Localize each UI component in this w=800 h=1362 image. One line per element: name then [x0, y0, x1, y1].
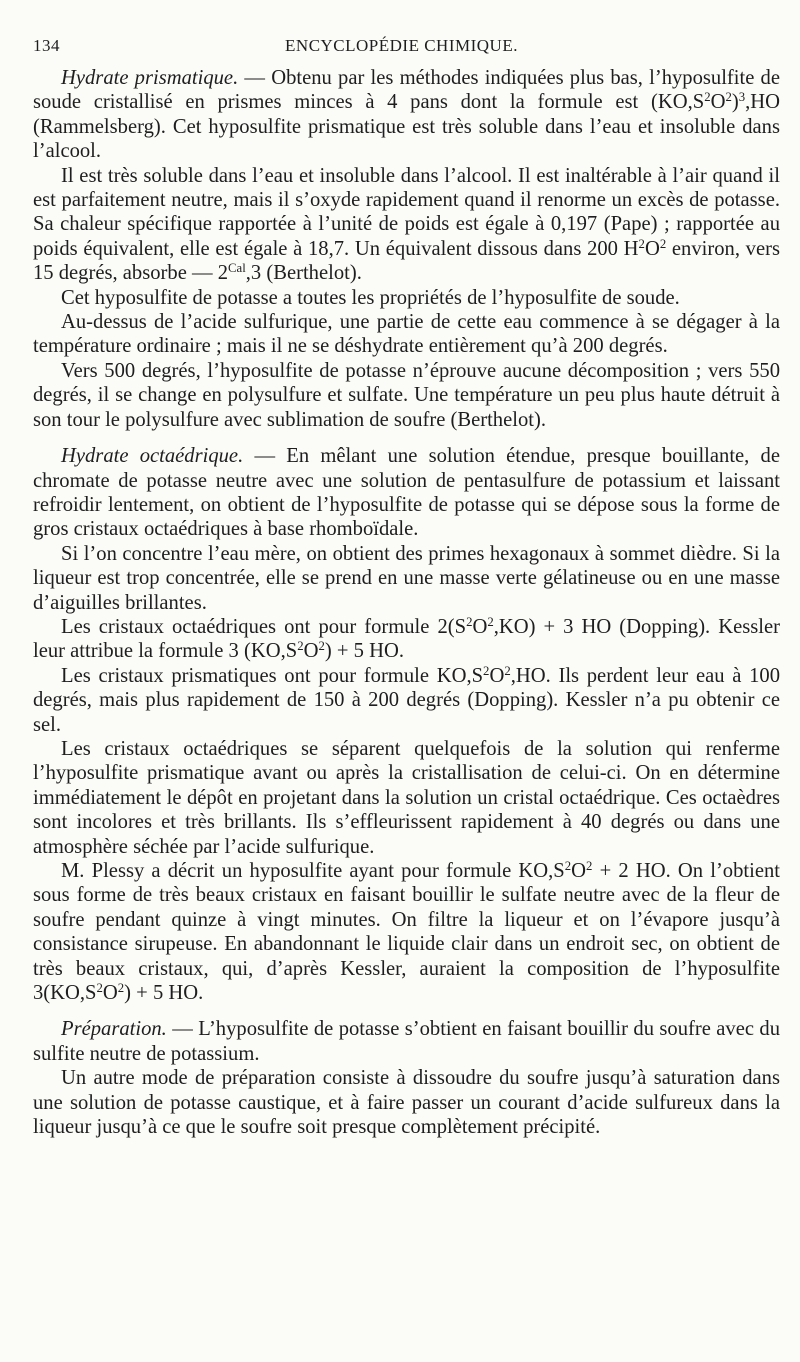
- body-paragraph: [33, 737, 780, 859]
- body-paragraph: [33, 542, 780, 615]
- paragraph-text: Cet hyposulfite de potasse a toutes les propriétés de l’hyposulfite de soude.: [61, 286, 680, 309]
- body-paragraph: [33, 859, 780, 1005]
- paragraph-text: Les cristaux octaédriques se séparent quelquefois de la solution qui renferme l’hyposulfite prismatique avant ou après la cristallisation de celui-ci. On en détermine immédiatement le dépôt en projetant dans la solution un cristal octaédrique. Ces octaèdres sont incolores et très brillants. Ils s’effleurissent rapidement à 40 degrés ou dans une atmosphère séchée par l’acide sulfurique.: [33, 737, 780, 858]
- paragraph-text: Au-dessus de l’acide sulfurique, une partie de cette eau commence à se dégager à la température ordinaire ; mais il ne se déshydrate entièrement qu’à 200 degrés.: [33, 311, 780, 358]
- page-body: [33, 66, 780, 1139]
- section-heading: Hydrate octaédrique.: [61, 445, 244, 468]
- body-paragraph: [33, 359, 780, 432]
- body-paragraph: [33, 1017, 780, 1066]
- running-title: ENCYCLOPÉDIE CHIMIQUE.: [285, 36, 518, 55]
- body-paragraph: [33, 310, 780, 359]
- paragraph-text: — En mêlant une solution étendue, presque bouillante, de chromate de potasse neutre avec une solution de pentasulfure de potassium et laissant refroidir lentement, on obtient de l’hyposulfite de potasse qui se dépose sous la forme de gros cristaux octaédriques à base rhomboïdale.: [33, 445, 780, 541]
- paragraph-text: — Obtenu par les méthodes indiquées plus bas, l’hyposulfite de soude cristallisé en prismes minces à 4 pans dont la formule est $(KO,S^2O^2)^3,HO$ (Rammelsberg). Cet hyposulfite prismatique est très soluble dans l’eau et insoluble dans l’alcool.: [33, 67, 780, 163]
- paragraph-text: Les cristaux octaédriques ont pour formule $2(S^2O^2,KO) + 3$ HO (Dopping). Kessler leur attribue la formule 3 $(KO,S^2O^2) + 5$ HO.: [33, 614, 780, 663]
- paragraph-text: M. Plessy a décrit un hyposulfite ayant pour formule $KO,S^2O^2 + 2$ HO. On l’obtient sous forme de très beaux cristaux en faisant bouillir le sulfate neutre avec de la fleur de soufre pendant quinze à vingt minutes. On filtre la liqueur et on l’évapore jusqu’à consistance sirupeuse. En abandonnant le liquide clair dans un endroit sec, on obtient de très beaux cristaux, qui, d’après Kessler, auraient la composition de l’hyposulfite $3(KO,S^2O^2) + 5$ HO.: [33, 858, 781, 1005]
- paragraph-text: Les cristaux prismatiques ont pour formule $KO,S^2O^2,HO$. Ils perdent leur eau à 100 degrés, mais plus rapidement de 150 à 200 degrés (Dopping). Kessler n’a pu obtenir ce sel.: [33, 663, 780, 736]
- page-number: 134: [33, 36, 60, 55]
- page-header: [33, 36, 770, 64]
- body-paragraph: [33, 664, 780, 737]
- section-heading: Préparation.: [61, 1018, 167, 1041]
- body-paragraph: [33, 66, 780, 164]
- section-heading: Hydrate prismatique.: [61, 67, 239, 89]
- paragraph-text: Vers 500 degrés, l’hyposulfite de potasse n’éprouve aucune décomposition ; vers 550 degrés, il se change en polysulfure et sulfate. Une température un peu plus haute détruit à son tour le polysulfure avec sublimation de soufre (Berthelot).: [33, 359, 780, 431]
- paragraph-text: Si l’on concentre l’eau mère, on obtient des primes hexagonaux à sommet dièdre. Si la liqueur est trop concentrée, elle se prend en une masse verte gélatineuse ou en une masse d’aiguilles brillantes.: [33, 542, 780, 614]
- body-paragraph: [33, 286, 780, 310]
- body-paragraph: [33, 615, 780, 664]
- paragraph-text: Il est très soluble dans l’eau et insoluble dans l’alcool. Il est inaltérable à l’air quand il est parfaitement neutre, mais il s’oxyde rapidement quand il renorme un excès de potasse. Sa chaleur spécifique rapportée à l’unité de poids est égale à 0,197 (Pape) ; rapportée au poids équivalent, elle est égale à 18,7. Un équivalent dissous dans 200 $H^2O^2$ environ, vers 15 degrés, absorbe — $2^{Cal},3$ (Berthelot).: [33, 164, 780, 285]
- body-paragraph: [33, 1066, 780, 1139]
- paragraph-text: — L’hyposulfite de potasse s’obtient en faisant bouillir du soufre avec du sulfite neutre de potassium.: [33, 1018, 781, 1065]
- body-paragraph: [33, 164, 780, 286]
- body-paragraph: [33, 444, 780, 542]
- paragraph-text: Un autre mode de préparation consiste à dissoudre du soufre jusqu’à saturation dans une solution de potasse caustique, et à faire passer un courant d’acide sulfureux dans la liqueur jusqu’à ce que le soufre soit presque complètement précipité.: [33, 1067, 780, 1139]
